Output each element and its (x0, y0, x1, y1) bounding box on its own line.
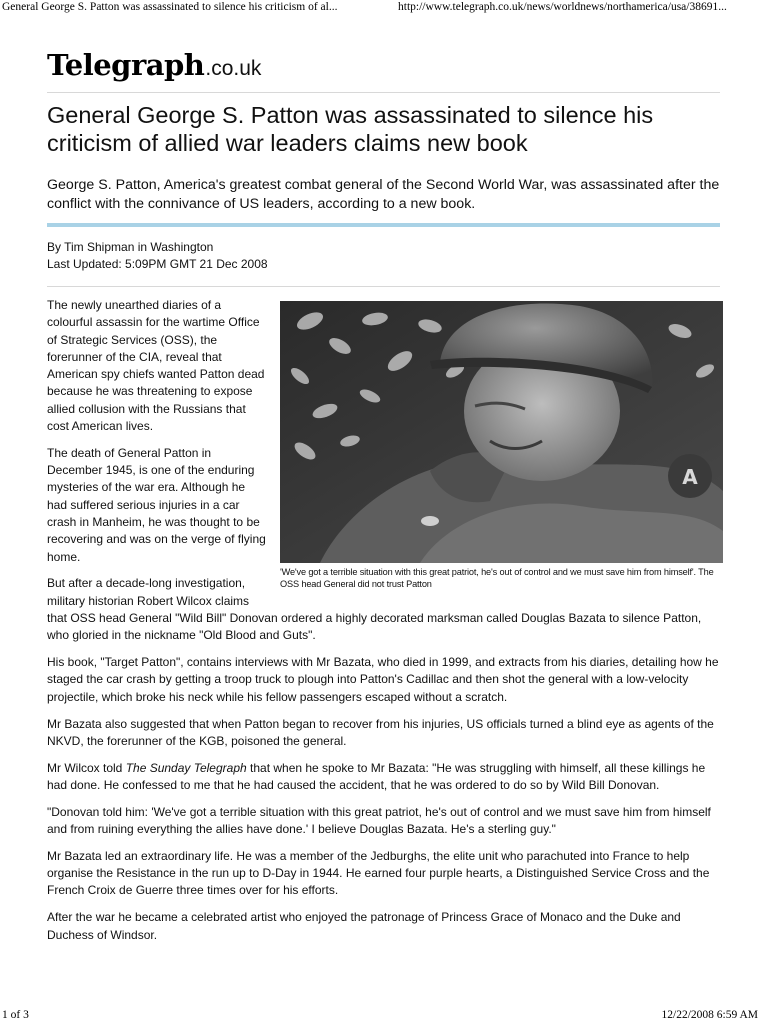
article-paragraph: The death of General Patton in December 1945, is one of the enduring mysteries of the war era. Although he had suffered serious injuries in a car crash in Manheim, he was thought to be recovering and was on the verge of flying home. (47, 445, 266, 564)
svg-text:A: A (682, 465, 698, 489)
article-paragraph (47, 760, 723, 795)
print-header (0, 0, 768, 16)
article-paragraph: After the war he became a celebrated artist who enjoyed the patronage of Princess Grace of Monaco and the Duke and Duchess of Windsor. (47, 910, 681, 942)
paragraph-text: that when he spoke to Mr Bazata: "He was struggling with himself, all these killings he had done. He confessed to me that he had caused the accident, that he was ordered to do so by Wild Bill Donovan. (47, 760, 706, 792)
article-paragraph: Mr Bazata led an extraordinary life. He was a member of the Jedburghs, the elite unit who parachuted into France to help organise the Resistance in the run up to D-Day in 1944. He earned four purple hearts, a Distinguished Service Cross and the French Croix de Guerre three times over for his efforts. (47, 848, 710, 898)
byline-divider (47, 286, 720, 287)
article-paragraph: His book, "Target Patton", contains interviews with Mr Bazata, who died in 1999, and extracts from his diaries, detailing how he staged the car crash by getting a troop truck to plough into Patton's Cadillac and then shot the general with a low-velocity projectile, which broke his neck while his fellow passengers escaped without a scratch. (47, 655, 719, 704)
article-standfirst: George S. Patton, America's greatest combat general of the Second World War, was assassinated after the conflict with the connivance of US leaders, according to a new book. (47, 177, 720, 212)
article-paragraph: Mr Bazata also suggested that when Patton began to recover from his injuries, US officials turned a blind eye as agents of the NKVD, the forerunner of the KGB, poisoned the general. (47, 716, 714, 748)
article-photo[interactable] (280, 301, 723, 563)
paragraph-text: Mr Wilcox told (47, 760, 126, 775)
article-figure (280, 301, 723, 590)
byline-author: By Tim Shipman in Washington (47, 240, 214, 254)
telegraph-logo[interactable] (47, 48, 261, 84)
article-body (47, 297, 723, 953)
print-footer (0, 1009, 768, 1023)
print-datetime: 12/22/2008 6:59 AM (661, 1009, 758, 1021)
header-divider (47, 92, 720, 93)
standfirst-divider (47, 223, 720, 227)
print-header-title: General George S. Patton was assassinated to silence his criticism of al... (2, 1, 338, 13)
logo-domain: .co.uk (205, 57, 262, 80)
patton-photo-illustration (280, 301, 723, 563)
article-paragraph: The newly unearthed diaries of a colourful assassin for the wartime Office of Strategic Services (OSS), the forerunner of the CIA, reveal that American spy chiefs wanted Patton dead because he was threatening to expose allied collusion with the Russians that cost American lives. (47, 298, 265, 434)
byline-updated: Last Updated: 5:09PM GMT 21 Dec 2008 (47, 257, 268, 271)
article-headline: General George S. Patton was assassinated to silence his criticism of allied war leaders claims new book (47, 102, 654, 156)
article-paragraph: "Donovan told him: 'We've got a terrible situation with this great patriot, he's out of control and we must save him from himself and from ruining everything the allies have done.' I believe Douglas Bazata. He's a sterling guy." (47, 804, 711, 837)
article-paragraph: But after a decade-long investigation, military historian Robert Wilcox claims that OSS head General "Wild Bill" Donovan ordered a highly decorated marksman called Douglas Bazata to silence Patton, who gloried in the nickname "Old Blood and Guts". (47, 576, 702, 643)
article-byline (47, 239, 268, 273)
page-count: 1 of 3 (2, 1009, 29, 1021)
photo-caption: 'We've got a terrible situation with this great patriot, he's out of control and we must save him from himself'. The OSS head General did not trust Patton (280, 567, 714, 589)
publication-name: The Sunday Telegraph (125, 760, 247, 775)
logo-wordmark: Telegraph (47, 48, 205, 82)
print-header-url: http://www.telegraph.co.uk/news/worldnews/northamerica/usa/38691... (398, 1, 727, 13)
